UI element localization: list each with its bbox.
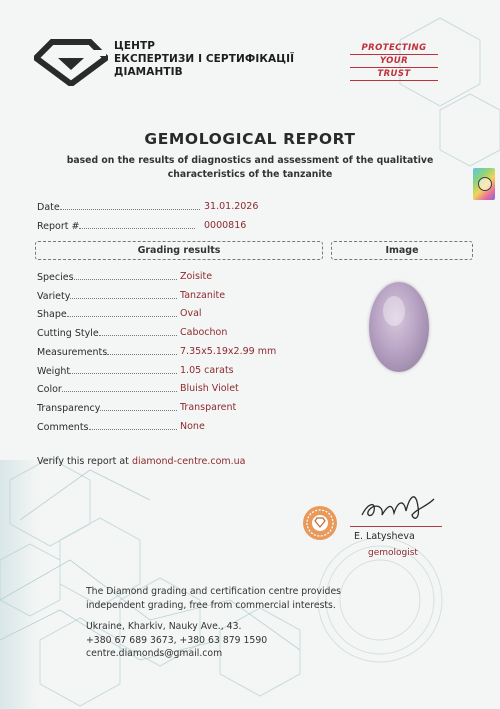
leader-dots bbox=[107, 346, 177, 355]
report-number-value: 0000816 bbox=[204, 220, 247, 231]
leader-dots bbox=[79, 220, 195, 229]
field-row bbox=[37, 327, 228, 341]
subtitle-line-2: characteristics of the tanzanite bbox=[167, 169, 333, 180]
field-label: Variety bbox=[37, 290, 71, 302]
handwritten-signature bbox=[354, 485, 444, 525]
verify-link[interactable]: diamond-centre.com.ua bbox=[131, 456, 246, 467]
field-label: Comments bbox=[37, 421, 89, 433]
org-name-line-1: ЦЕНТР bbox=[114, 40, 156, 52]
field-label: Cutting Style bbox=[37, 328, 99, 340]
grading-results-header: Grading results bbox=[35, 241, 323, 260]
report-title: GEMOLOGICAL REPORT bbox=[144, 130, 356, 148]
leader-dots bbox=[74, 271, 177, 280]
footer-email[interactable]: centre.diamonds@gmail.com bbox=[86, 648, 223, 659]
tagline-line-2: YOUR bbox=[379, 56, 409, 66]
field-value: Tanzanite bbox=[180, 289, 226, 301]
field-label: Species bbox=[37, 272, 74, 283]
diamond-logo-icon bbox=[34, 38, 108, 86]
field-value: 1.05 carats bbox=[180, 364, 234, 376]
subtitle-line-1: based on the results of diagnostics and assessment of the qualitative bbox=[66, 155, 434, 166]
tagline-line-3: TRUST bbox=[377, 69, 411, 79]
field-label: Measurements bbox=[37, 346, 108, 358]
leader-dots bbox=[99, 327, 177, 336]
leader-dots bbox=[67, 308, 177, 317]
field-row bbox=[37, 345, 277, 360]
date-value: 31.01.2026 bbox=[204, 201, 259, 212]
field-value: Transparent bbox=[180, 401, 237, 413]
org-name-line-3: ДІАМАНТІВ bbox=[114, 66, 183, 78]
field-row bbox=[37, 383, 239, 397]
verify-line bbox=[37, 456, 246, 467]
signer-name: E. Latysheva bbox=[354, 531, 415, 542]
hologram-sticker bbox=[473, 168, 495, 200]
gem-photo bbox=[369, 282, 429, 372]
field-value: None bbox=[180, 420, 205, 432]
field-label: Weight bbox=[37, 365, 71, 377]
date-row bbox=[37, 201, 259, 215]
footer-address: Ukraine, Kharkiv, Nauky Ave., 43. bbox=[86, 621, 242, 632]
verify-text: Verify this report at bbox=[37, 456, 132, 467]
tagline bbox=[346, 42, 442, 81]
hologram-emblem-icon bbox=[478, 177, 492, 191]
gem-highlight bbox=[383, 296, 405, 326]
tagline-rule bbox=[350, 80, 438, 81]
field-label: Shape bbox=[37, 309, 67, 321]
image-header: Image bbox=[331, 241, 473, 260]
field-value: Bluish Violet bbox=[180, 383, 239, 395]
signature-line bbox=[350, 526, 442, 527]
date-label: Date bbox=[37, 202, 60, 213]
leader-dots bbox=[60, 201, 200, 210]
organization-name bbox=[114, 40, 294, 79]
field-value: Zoisite bbox=[180, 271, 213, 282]
footer-info bbox=[86, 585, 341, 661]
leader-dots bbox=[70, 290, 177, 299]
org-name-line-2: ЕКСПЕРТИЗИ І СЕРТИФІКАЦІЇ bbox=[114, 53, 295, 65]
footer-line-2: independent grading, free from commercial interests. bbox=[86, 599, 336, 611]
field-row bbox=[37, 364, 234, 379]
leader-dots bbox=[62, 383, 177, 392]
footer-gap bbox=[86, 612, 341, 620]
seal-stamp-icon bbox=[302, 505, 338, 541]
footer-line-1: The Diamond grading and certification centre provides bbox=[86, 586, 342, 597]
leader-dots bbox=[70, 365, 177, 374]
report-number-row bbox=[37, 220, 247, 234]
footer-phones: +380 67 689 3673, +380 63 879 1590 bbox=[86, 634, 268, 646]
field-value: 7.35x5.19x2.99 mm bbox=[180, 345, 277, 357]
report-subtitle bbox=[40, 154, 460, 182]
report-number-label: Report # bbox=[37, 221, 80, 232]
field-value: Oval bbox=[180, 308, 202, 320]
field-row bbox=[37, 401, 237, 416]
field-value: Cabochon bbox=[180, 327, 228, 339]
signer-title: gemologist bbox=[368, 548, 418, 558]
tagline-line-1: PROTECTING bbox=[361, 43, 427, 53]
leader-dots bbox=[89, 421, 177, 430]
field-row bbox=[37, 271, 213, 285]
field-label: Transparency bbox=[37, 402, 101, 414]
leader-dots bbox=[100, 402, 177, 411]
field-label: Color bbox=[37, 384, 62, 396]
field-row bbox=[37, 289, 226, 304]
field-row bbox=[37, 420, 205, 435]
field-row bbox=[37, 308, 202, 322]
